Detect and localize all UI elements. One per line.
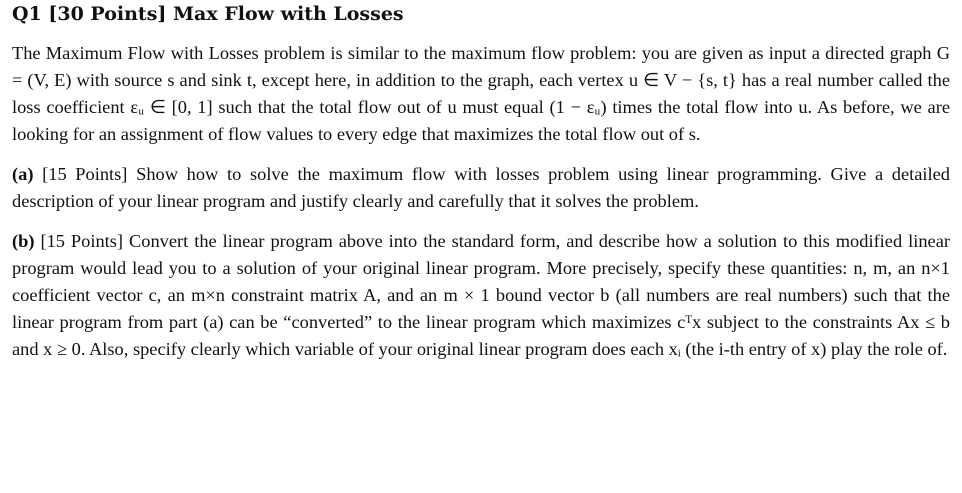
problem-description: The Maximum Flow with Losses problem is similar to the maximum flow problem: you are given as input a directed graph G = (V, E) with source s and sink t, except here, in addition to the graph, each vertex u ∈ V − {s, t} has a real number called the loss coefficient εᵤ ∈ [0, 1] such that the total flow out of u must equal (1 − εᵤ) times the total flow into u. As before, we are looking for an assignment of flow values to every edge that maximizes the total flow out of s. <box>12 43 950 144</box>
part-b-text: [15 Points] Convert the linear program above into the standard form, and describe how a solution to this modified linear program would lead you to a solution of your original linear program. More precisely, specify these quantities: n, m, an n×1 coefficient vector c, an m×n constraint matrix A, and an m × 1 bound vector b (all numbers are real numbers) such that the linear program from part (a) can be “converted” to the linear program which maximizes cᵀx subject to the constraints Ax ≤ b and x ≥ 0. Also, specify clearly which variable of your original linear program does each xᵢ (the i-th entry of x) play the role of. <box>12 231 950 359</box>
part-b <box>12 228 950 363</box>
part-a-label: (a) <box>12 164 34 184</box>
part-a <box>12 161 950 215</box>
part-b-label: (b) <box>12 231 35 251</box>
question-title: Q1 [30 Points] Max Flow with Losses <box>12 3 404 25</box>
question-page <box>12 0 950 363</box>
part-a-text: [15 Points] Show how to solve the maximum flow with losses problem using linear programming. Give a detailed description of your linear program and justify clearly and carefully that it solves the problem. <box>12 164 950 211</box>
